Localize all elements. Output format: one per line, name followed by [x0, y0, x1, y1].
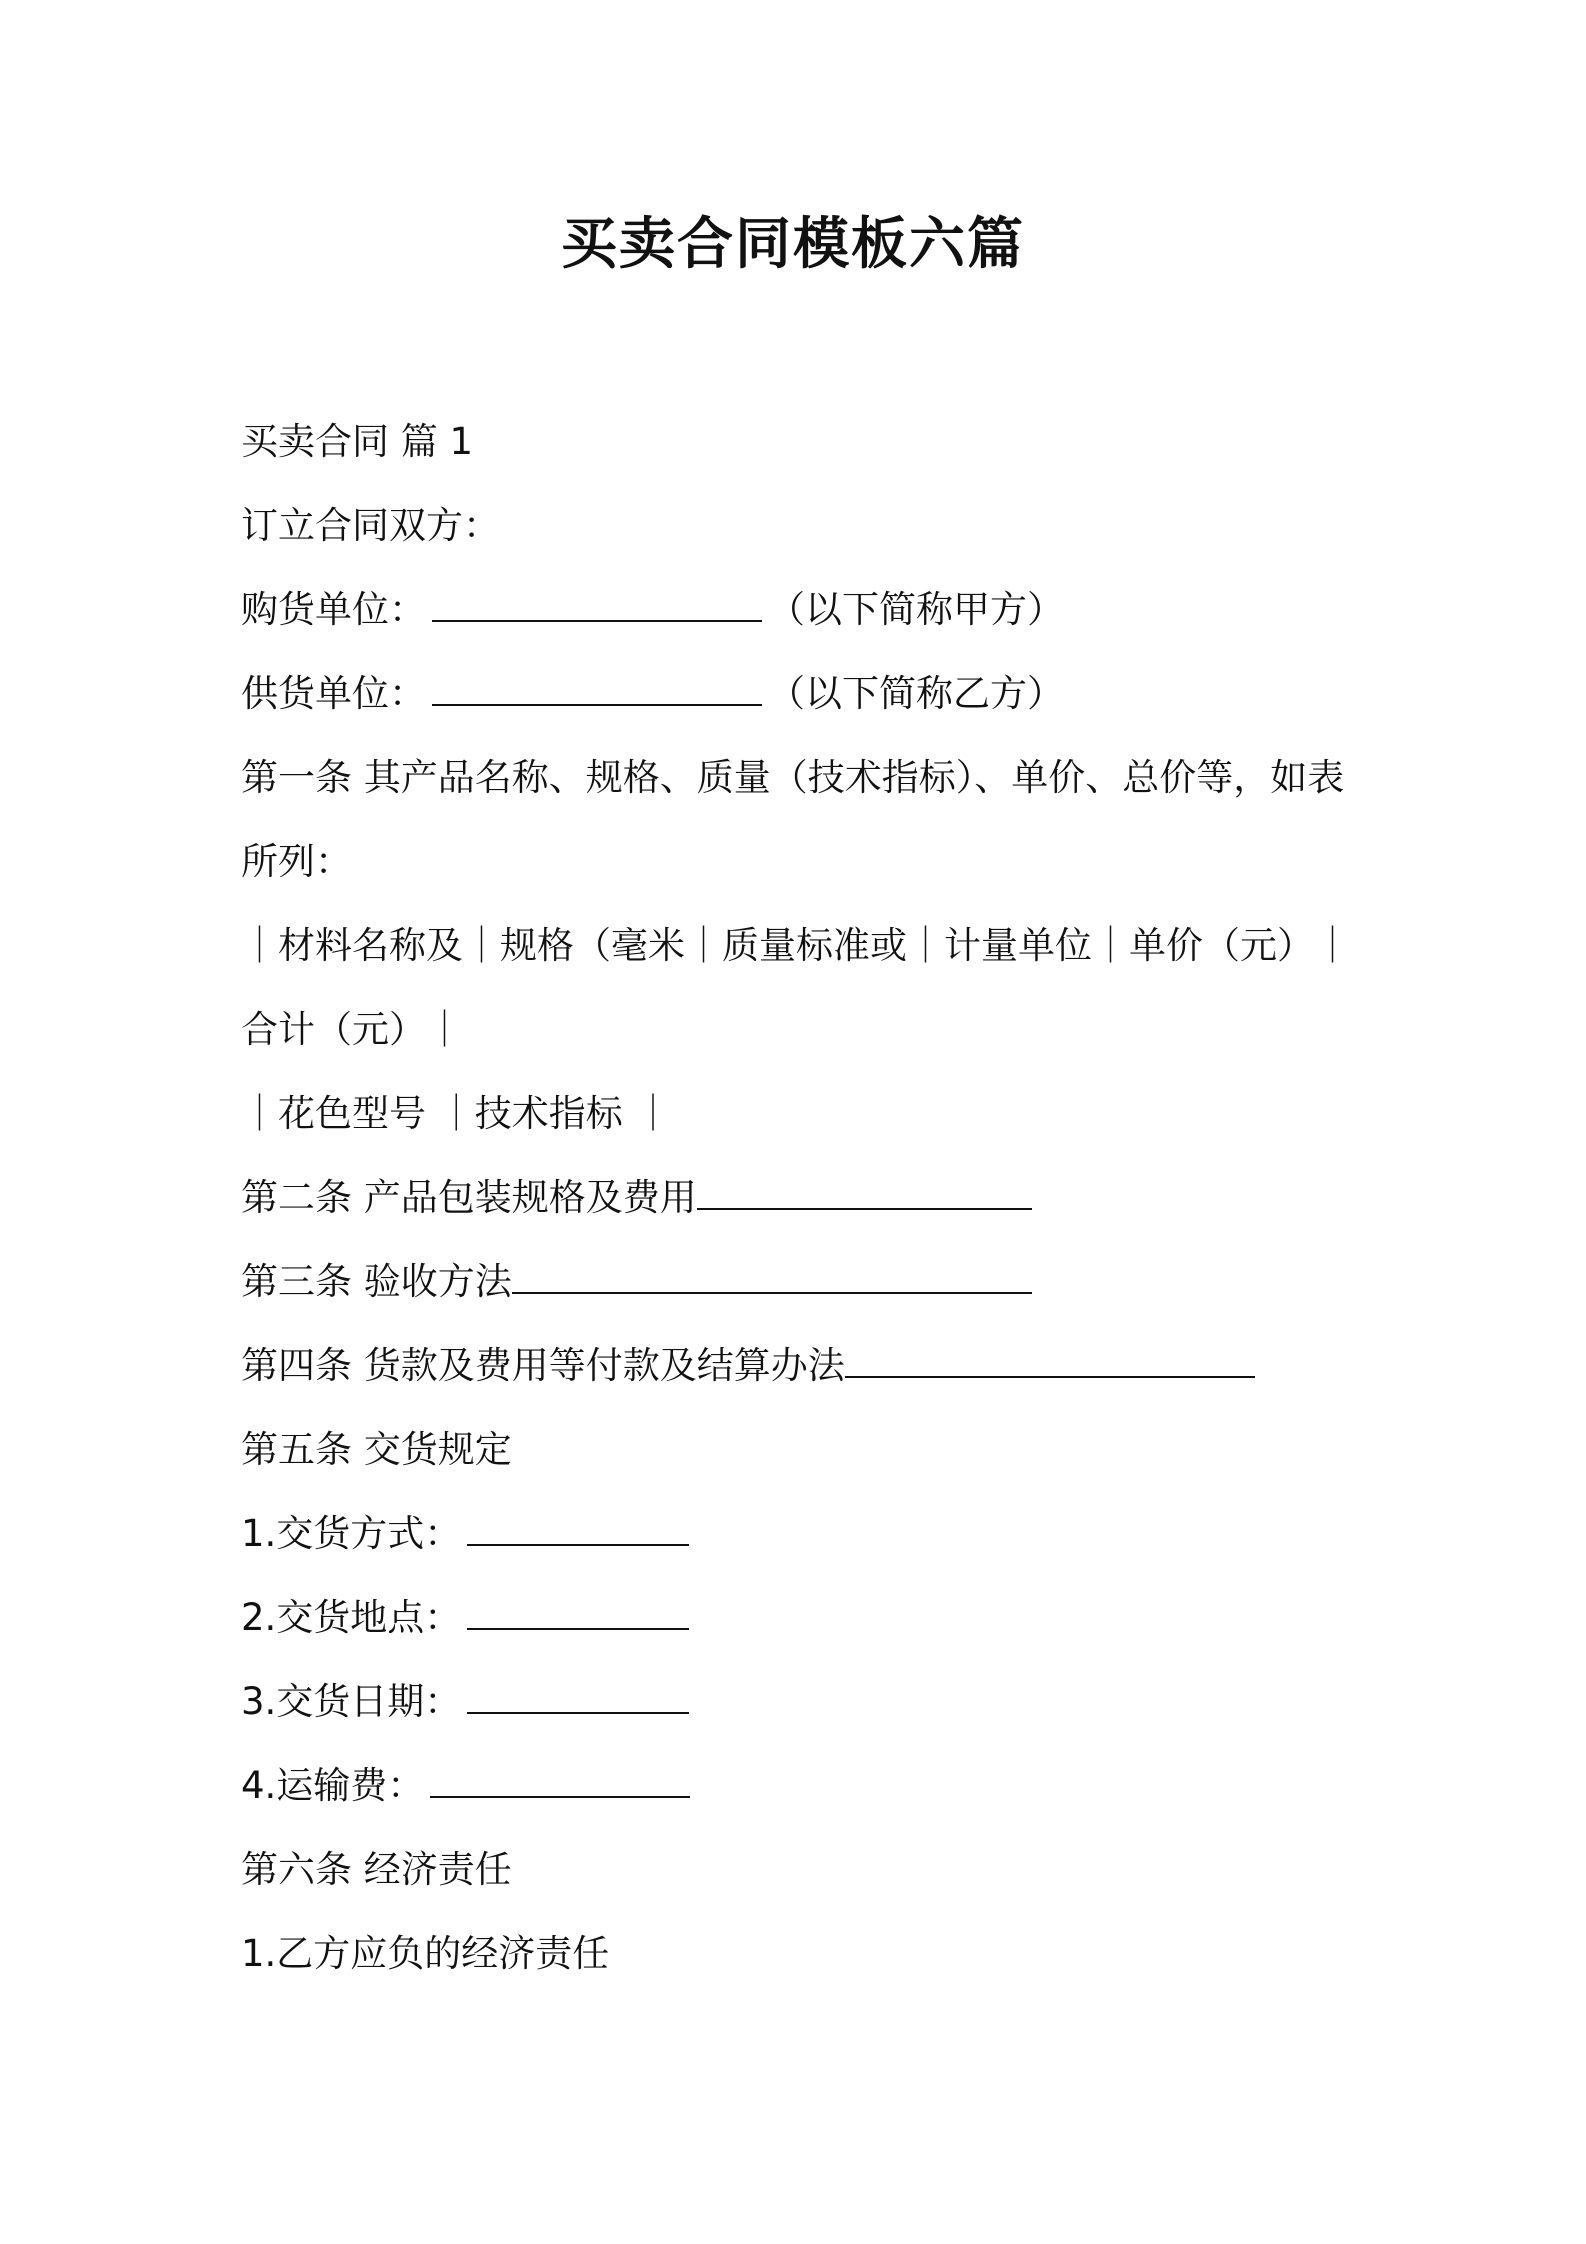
clause-blank — [512, 1244, 1032, 1294]
clause-line — [241, 1156, 1371, 1240]
paragraph-text: 所列： — [241, 840, 352, 883]
supplier-line — [241, 652, 1371, 736]
supplier-label: 供货单位： — [241, 672, 426, 715]
supplier-note: （以下简称乙方） — [768, 672, 1064, 715]
table-header-text — [241, 904, 1371, 988]
clause-line — [241, 1240, 1371, 1324]
paragraph-text: 第五条 交货规定 — [241, 1428, 512, 1471]
paragraph — [241, 1828, 1371, 1912]
table-header-text — [241, 1072, 1371, 1156]
delivery-blank — [467, 1496, 689, 1546]
table-header-row: 合计（元）｜ — [241, 1008, 463, 1051]
delivery-item — [241, 1492, 1371, 1576]
clause-blank — [845, 1328, 1255, 1378]
table-header-row: ｜材料名称及｜规格（毫米｜质量标准或｜计量单位｜单价（元）｜ — [241, 924, 1351, 967]
delivery-label: 1.交货方式： — [241, 1512, 462, 1555]
delivery-blank — [467, 1580, 689, 1630]
delivery-label: 2.交货地点： — [241, 1596, 462, 1639]
paragraph — [241, 1408, 1371, 1492]
paragraph — [241, 1912, 1371, 1996]
table-header-text — [241, 988, 1371, 1072]
clause-text: 第二条 产品包装规格及费用 — [241, 1176, 697, 1219]
document-body — [241, 400, 1371, 1996]
clause-blank — [697, 1160, 1032, 1210]
paragraph-text: 第六条 经济责任 — [241, 1848, 512, 1891]
paragraph-text: 1.乙方应负的经济责任 — [241, 1932, 610, 1975]
buyer-line — [241, 568, 1371, 652]
section-heading — [241, 400, 1371, 484]
delivery-item — [241, 1744, 1371, 1828]
paragraph-text: 订立合同双方： — [241, 504, 500, 547]
clause-line — [241, 1324, 1371, 1408]
delivery-label: 3.交货日期： — [241, 1680, 462, 1723]
paragraph — [241, 736, 1371, 820]
document-title: 买卖合同模板六篇 — [561, 212, 1025, 277]
delivery-blank — [430, 1748, 690, 1798]
clause-text: 第四条 货款及费用等付款及结算办法 — [241, 1344, 845, 1387]
delivery-blank — [467, 1664, 689, 1714]
supplier-blank — [432, 656, 762, 706]
section-heading-text: 买卖合同 篇 1 — [241, 420, 474, 463]
paragraph-text: 第一条 其产品名称、规格、质量（技术指标）、单价、总价等，如表 — [241, 756, 1345, 799]
delivery-item — [241, 1660, 1371, 1744]
paragraph — [241, 484, 1371, 568]
clause-text: 第三条 验收方法 — [241, 1260, 512, 1303]
buyer-label: 购货单位： — [241, 588, 426, 631]
delivery-label: 4.运输费： — [241, 1764, 425, 1807]
delivery-item — [241, 1576, 1371, 1660]
buyer-note: （以下简称甲方） — [768, 588, 1064, 631]
table-header-row: ｜花色型号 ｜技术指标 ｜ — [241, 1092, 672, 1135]
buyer-blank — [432, 572, 762, 622]
paragraph — [241, 820, 1371, 904]
